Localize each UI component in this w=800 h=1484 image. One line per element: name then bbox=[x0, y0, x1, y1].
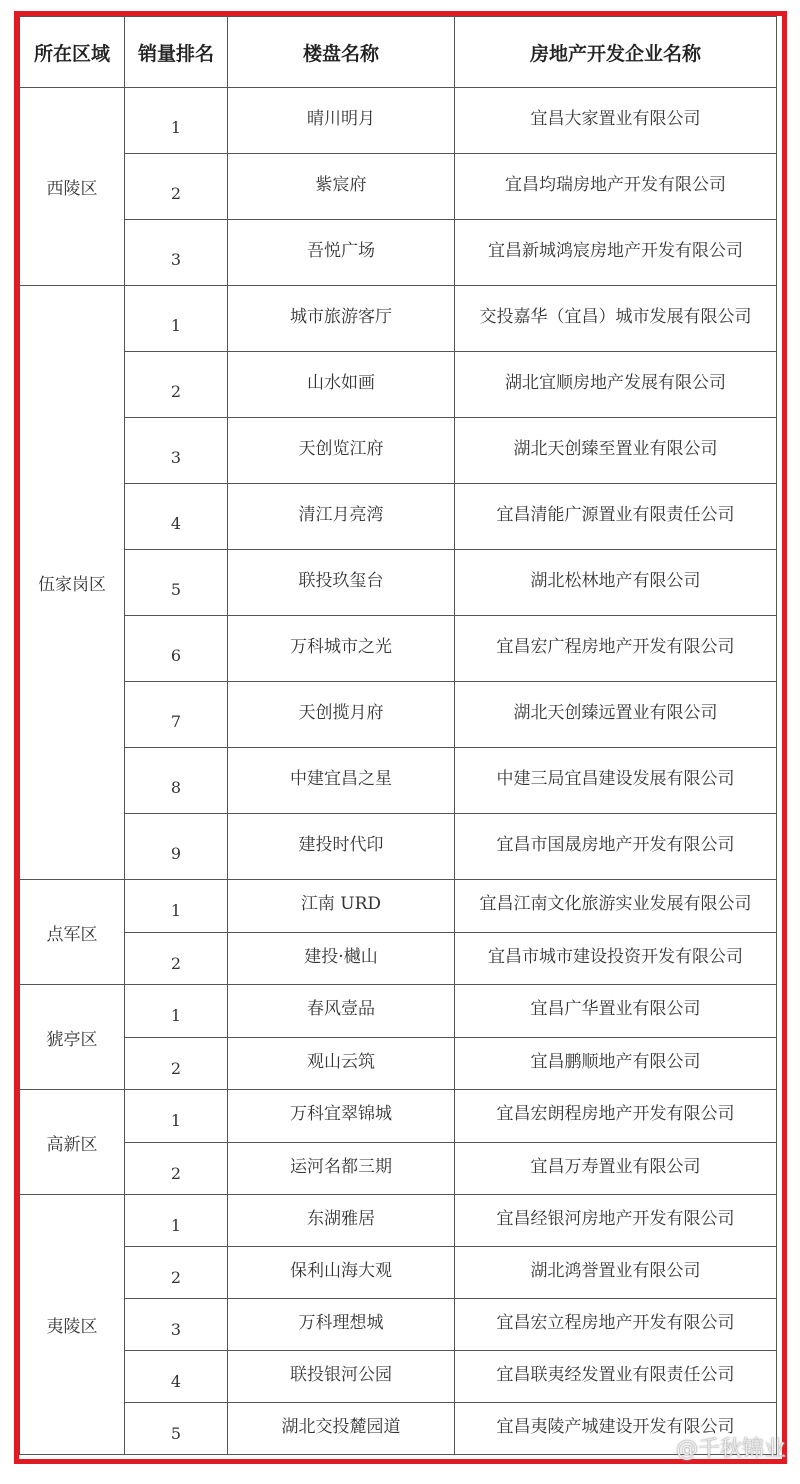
table-row bbox=[20, 1247, 777, 1299]
table-row bbox=[20, 985, 777, 1038]
rank-cell: 1 bbox=[125, 1195, 228, 1247]
rank-cell: 1 bbox=[125, 286, 228, 352]
table-row bbox=[20, 484, 777, 550]
rank-cell: 2 bbox=[125, 352, 228, 418]
rank-cell: 4 bbox=[125, 484, 228, 550]
developer-cell: 湖北天创臻远置业有限公司 bbox=[455, 682, 777, 748]
header-row bbox=[20, 17, 777, 88]
project-name-cell: 运河名都三期 bbox=[228, 1142, 455, 1195]
project-name-cell: 观山云筑 bbox=[228, 1037, 455, 1090]
rank-cell: 2 bbox=[125, 1037, 228, 1090]
table-body bbox=[20, 88, 777, 1455]
project-name-cell: 建投时代印 bbox=[228, 814, 455, 880]
project-name-cell: 联投银河公园 bbox=[228, 1351, 455, 1403]
table-row bbox=[20, 1403, 777, 1455]
project-name-cell: 城市旅游客厅 bbox=[228, 286, 455, 352]
developer-cell: 宜昌宏立程房地产开发有限公司 bbox=[455, 1299, 777, 1351]
table-row bbox=[20, 352, 777, 418]
project-name-cell: 湖北交投麓园道 bbox=[228, 1403, 455, 1455]
district-cell: 伍家岗区 bbox=[20, 286, 125, 880]
project-name-cell: 晴川明月 bbox=[228, 88, 455, 154]
table-row bbox=[20, 1195, 777, 1247]
header-district: 所在区域 bbox=[20, 17, 125, 88]
table-row bbox=[20, 1037, 777, 1090]
developer-cell: 宜昌宏广程房地产开发有限公司 bbox=[455, 616, 777, 682]
rank-cell: 3 bbox=[125, 220, 228, 286]
developer-cell: 湖北鸿誉置业有限公司 bbox=[455, 1247, 777, 1299]
table-frame bbox=[14, 11, 787, 1464]
project-name-cell: 万科理想城 bbox=[228, 1299, 455, 1351]
rank-cell: 1 bbox=[125, 88, 228, 154]
developer-cell: 宜昌广华置业有限公司 bbox=[455, 985, 777, 1038]
table-row bbox=[20, 1299, 777, 1351]
project-name-cell: 保利山海大观 bbox=[228, 1247, 455, 1299]
project-name-cell: 建投·樾山 bbox=[228, 932, 455, 985]
developer-cell: 湖北松林地产有限公司 bbox=[455, 550, 777, 616]
rank-cell: 3 bbox=[125, 418, 228, 484]
project-name-cell: 天创揽月府 bbox=[228, 682, 455, 748]
developer-cell: 宜昌鹏顺地产有限公司 bbox=[455, 1037, 777, 1090]
watermark: @千秋锦业 bbox=[675, 1437, 786, 1462]
developer-cell: 宜昌清能广源置业有限责任公司 bbox=[455, 484, 777, 550]
header-project-name: 楼盘名称 bbox=[228, 17, 455, 88]
table-row bbox=[20, 1142, 777, 1195]
table-row bbox=[20, 154, 777, 220]
rank-cell: 2 bbox=[125, 932, 228, 985]
rank-cell: 5 bbox=[125, 550, 228, 616]
rank-cell: 1 bbox=[125, 1090, 228, 1143]
developer-cell: 宜昌大家置业有限公司 bbox=[455, 88, 777, 154]
table-row bbox=[20, 220, 777, 286]
developer-cell: 宜昌均瑞房地产开发有限公司 bbox=[455, 154, 777, 220]
developer-cell: 宜昌夷陵产城建设开发有限公司 bbox=[455, 1403, 777, 1455]
developer-cell: 宜昌江南文化旅游实业发展有限公司 bbox=[455, 880, 777, 933]
table-row bbox=[20, 932, 777, 985]
project-name-cell: 万科城市之光 bbox=[228, 616, 455, 682]
developer-cell: 交投嘉华（宜昌）城市发展有限公司 bbox=[455, 286, 777, 352]
table-row bbox=[20, 682, 777, 748]
project-name-cell: 江南 URD bbox=[228, 880, 455, 933]
header-developer: 房地产开发企业名称 bbox=[455, 17, 777, 88]
district-cell: 高新区 bbox=[20, 1090, 125, 1195]
developer-cell: 宜昌新城鸿宸房地产开发有限公司 bbox=[455, 220, 777, 286]
developer-cell: 湖北天创臻至置业有限公司 bbox=[455, 418, 777, 484]
rank-cell: 2 bbox=[125, 1247, 228, 1299]
project-name-cell: 东湖雅居 bbox=[228, 1195, 455, 1247]
table-row bbox=[20, 1351, 777, 1403]
rank-cell: 7 bbox=[125, 682, 228, 748]
rank-cell: 3 bbox=[125, 1299, 228, 1351]
table-row bbox=[20, 418, 777, 484]
table-row bbox=[20, 88, 777, 154]
developer-cell: 宜昌市国晟房地产开发有限公司 bbox=[455, 814, 777, 880]
table-row bbox=[20, 286, 777, 352]
table-row bbox=[20, 880, 777, 933]
rank-cell: 5 bbox=[125, 1403, 228, 1455]
rank-cell: 1 bbox=[125, 985, 228, 1038]
project-name-cell: 万科宜翠锦城 bbox=[228, 1090, 455, 1143]
table-row bbox=[20, 616, 777, 682]
rank-cell: 4 bbox=[125, 1351, 228, 1403]
table-row bbox=[20, 1090, 777, 1143]
developer-cell: 宜昌市城市建设投资开发有限公司 bbox=[455, 932, 777, 985]
project-name-cell: 清江月亮湾 bbox=[228, 484, 455, 550]
project-name-cell: 山水如画 bbox=[228, 352, 455, 418]
table-row bbox=[20, 814, 777, 880]
project-name-cell: 联投玖玺台 bbox=[228, 550, 455, 616]
project-name-cell: 吾悦广场 bbox=[228, 220, 455, 286]
project-name-cell: 中建宜昌之星 bbox=[228, 748, 455, 814]
project-name-cell: 紫宸府 bbox=[228, 154, 455, 220]
district-cell: 点军区 bbox=[20, 880, 125, 985]
sales-ranking-table bbox=[19, 16, 777, 1455]
rank-cell: 1 bbox=[125, 880, 228, 933]
developer-cell: 宜昌万寿置业有限公司 bbox=[455, 1142, 777, 1195]
project-name-cell: 春风壹品 bbox=[228, 985, 455, 1038]
table-row bbox=[20, 748, 777, 814]
rank-cell: 8 bbox=[125, 748, 228, 814]
developer-cell: 湖北宜顺房地产发展有限公司 bbox=[455, 352, 777, 418]
rank-cell: 6 bbox=[125, 616, 228, 682]
rank-cell: 9 bbox=[125, 814, 228, 880]
rank-cell: 2 bbox=[125, 154, 228, 220]
district-cell: 猇亭区 bbox=[20, 985, 125, 1090]
rank-cell: 2 bbox=[125, 1142, 228, 1195]
table-row bbox=[20, 550, 777, 616]
district-cell: 西陵区 bbox=[20, 88, 125, 286]
project-name-cell: 天创览江府 bbox=[228, 418, 455, 484]
developer-cell: 宜昌宏朗程房地产开发有限公司 bbox=[455, 1090, 777, 1143]
header-rank: 销量排名 bbox=[125, 17, 228, 88]
district-cell: 夷陵区 bbox=[20, 1195, 125, 1455]
developer-cell: 宜昌联夷经发置业有限责任公司 bbox=[455, 1351, 777, 1403]
developer-cell: 中建三局宜昌建设发展有限公司 bbox=[455, 748, 777, 814]
developer-cell: 宜昌经银河房地产开发有限公司 bbox=[455, 1195, 777, 1247]
